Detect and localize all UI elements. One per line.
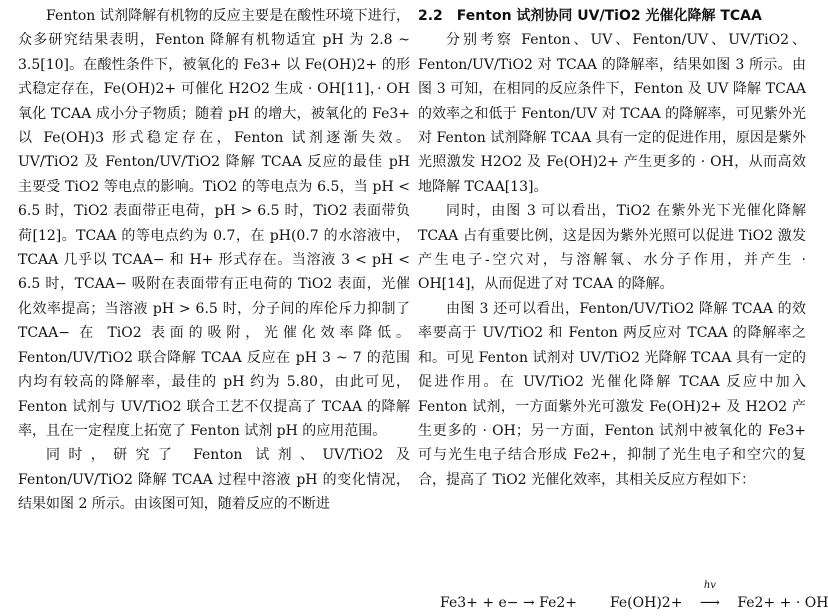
- arrow-icon: hv ⟶: [687, 592, 733, 614]
- paragraph: Fenton 试剂降解有机物的反应主要是在酸性环境下进行，众多研究结果表明，Fenton 降解有机物适宜 pH 为 2.8 ~ 3.5[10]。在酸性条件下，被氧化的 Fe3+ 以 Fe(OH)2+ 的形式稳定存在，Fe(OH)2+ 可催化 H2O2 生成 · OH[11]，· OH 氧化 TCAA 成小分子物质；随着 pH 的增大，被氧化的 Fe3+ 以 Fe(OH)3 形式稳定存在，Fenton 试剂逐渐失效。UV/TiO2 及 Fenton/UV/TiO2 降解 TCAA 反应的最佳 pH 主要受 TiO2 等电点的影响。TiO2 的等电点为 6.5，当 pH < 6.5 时，TiO2 表面带正电荷，pH > 6.5 时，TiO2 表面带负荷[12]。TCAA 的等电点约为 0.7，在 pH(0.7 的水溶液中，TCAA 几乎以 TCAA− 和 H+ 形式存在。当溶液 3 < pH < 6.5 时，TCAA− 吸附在表面带有正电荷的 TiO2 表面，光催化效率提高；当溶液 pH > 6.5 时，分子间的库伦斥力抑制了 TCAA− 在 TiO2 表面的吸附，光催化效率降低。Fenton/UV/TiO2 联合降解 TCAA 反应在 pH 3 ~ 7 的范围内均有较高的降解率，最佳的 pH 约为 5.80，由此可见，Fenton 试剂与 UV/TiO2 联合工艺不仅提高了 TCAA 的降解率，且在一定程度上拓宽了 Fenton 试剂 pH 的应用范围。: [18, 8, 410, 439]
- arrow-label: hv: [703, 580, 716, 591]
- equation-part-2-left: Fe(OH)2+: [609, 595, 683, 611]
- paragraph: 由图 3 还可以看出，Fenton/UV/TiO2 降解 TCAA 的效率要高于 UV/TiO2 和 Fenton 两反应对 TCAA 的降解率之和。可见 Fenton 试剂对 UV/TiO2 光降解 TCAA 具有一定的促进作用。在 UV/TiO2 光催化降解 TCAA 反应中加入 Fenton 试剂，一方面紫外光可激发 Fe(OH)2+ 及 H2O2 产生更多的 · OH；另一方面，Fenton 试剂中被氧化的 Fe3+ 可与光生电子结合形成 Fe2+，抑制了光生电子和空穴的复合，提高了 TiO2 光催化效率，其相关反应方程如下：: [418, 300, 806, 488]
- paragraph: 同时，研究了 Fenton 试剂、UV/TiO2 及 Fenton/UV/TiO2 降解 TCAA 过程中溶液 pH 的变化情况，结果如图 2 所示。由该图可知，随着反应的不断进: [18, 447, 410, 513]
- left-column: [18, 4, 410, 517]
- right-column: [418, 4, 806, 492]
- paragraph: 分别考察 Fenton、UV、Fenton/UV、UV/TiO2、Fenton/UV/TiO2 对 TCAA 的降解率，结果如图 3 所示。由图 3 可知，在相同的反应条件下，Fenton 及 UV 降解 TCAA 的效率之和低于 Fenton/UV 对 TCAA 的降解率，可见紫外光对 Fenton 试剂降解 TCAA 具有一定的促进作用，原因是紫外光照激发 H2O2 及 Fe(OH)2+ 产生更多的 · OH，从而高效地降解 TCAA[13]。: [418, 32, 806, 195]
- paragraph: 同时，由图 3 可以看出，TiO2 在紫外光下光催化降解 TCAA 占有重要比例，这是因为紫外光照可以促进 TiO2 激发产生电子-空穴对，与溶解氧、水分子作用，并产生 · OH[14]，从而促进了对 TCAA 的降解。: [418, 203, 806, 293]
- equation-part-1: Fe3+ + e− → Fe2+: [440, 595, 578, 611]
- reaction-equation: [440, 580, 828, 614]
- equation-part-2-right: Fe2+ + · OH: [737, 595, 828, 611]
- section-title: 2.2 Fenton 试剂协同 UV/TiO2 光催化降解 TCAA: [418, 8, 762, 24]
